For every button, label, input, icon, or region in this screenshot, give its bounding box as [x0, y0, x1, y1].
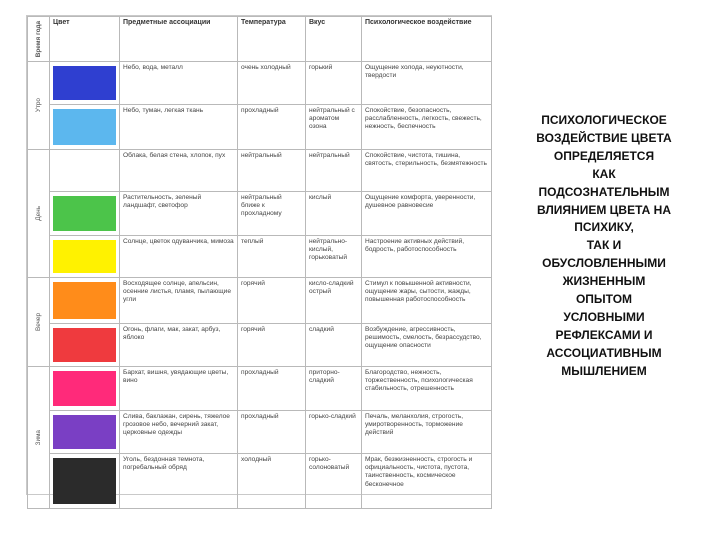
caption-line: ЖИЗНЕННЫМ [562, 274, 646, 289]
color-swatch-cell [50, 236, 120, 278]
caption-line: ОПРЕДЕЛЯЕТСЯ [553, 148, 655, 163]
color-swatch [53, 415, 116, 449]
color-swatch-cell [50, 192, 120, 236]
temperature-cell: прохладный [238, 367, 306, 411]
effect-cell: Благородство, нежность, торжественность, психологическая стабильность, отрешенность [362, 367, 492, 411]
associations-cell: Восходящее солнце, апельсин, осенние листья, пламя, пылающие угли [120, 278, 238, 324]
table-row [28, 192, 492, 236]
caption-line: ПСИХОЛОГИЧЕСКОЕ [541, 113, 667, 127]
table-row [28, 236, 492, 278]
color-swatch [53, 240, 116, 273]
header-taste: Вкус [306, 17, 362, 62]
effect-cell: Возбуждение, агрессивность, решимость, смелость, безрассудство, ощущение опасности [362, 324, 492, 367]
color-psychology-table-image [26, 15, 492, 495]
associations-cell: Небо, вода, металл [120, 62, 238, 105]
color-swatch-cell [50, 411, 120, 454]
season-cell: День [28, 150, 50, 278]
color-swatch-cell [50, 367, 120, 411]
temperature-cell: прохладный [238, 411, 306, 454]
effect-cell: Ощущение комфорта, уверенности, душевное равновесие [362, 192, 492, 236]
color-swatch [53, 154, 116, 187]
table-row [28, 324, 492, 367]
effect-cell: Спокойствие, чистота, тишина, святость, стерильность, безмятежность [362, 150, 492, 192]
temperature-cell: нейтральный [238, 150, 306, 192]
caption-line: ПОДСОЗНАТЕЛЬНЫМ [538, 184, 670, 199]
effect-cell: Спокойствие, безопасность, расслабленность, легкость, свежесть, нежность, беспечность [362, 105, 492, 150]
temperature-cell: теплый [238, 236, 306, 278]
taste-cell: горький [306, 62, 362, 105]
color-swatch-cell [50, 62, 120, 105]
color-swatch [53, 196, 116, 231]
caption-line: ВОЗДЕЙСТВИЕ ЦВЕТА [536, 130, 672, 145]
taste-cell: горько-солоноватый [306, 454, 362, 509]
associations-cell: Облака, белая стена, хлопок, пух [120, 150, 238, 192]
temperature-cell: прохладный [238, 105, 306, 150]
caption-line: МЫШЛЕНИЕМ [561, 363, 647, 378]
effect-cell: Мрак, безжизненность, строгость и официальность, чистота, пустота, таинственность, космическое бесконечное [362, 454, 492, 509]
header-temperature: Температура [238, 17, 306, 62]
caption-line: АССОЦИАТИВНЫМ [546, 345, 662, 360]
taste-cell: приторно-сладкий [306, 367, 362, 411]
header-associations: Предметные ассоциации [120, 17, 238, 62]
header-season: Время года [28, 17, 50, 62]
color-swatch [53, 282, 116, 319]
color-swatch-cell [50, 454, 120, 509]
color-swatch [53, 66, 116, 100]
caption-text [505, 112, 703, 381]
table-row [28, 454, 492, 509]
taste-cell: кислый [306, 192, 362, 236]
caption-line: ТАК И [586, 238, 622, 253]
color-swatch-cell [50, 150, 120, 192]
caption-line: ОПЫТОМ [575, 292, 633, 307]
color-swatch-cell [50, 105, 120, 150]
table-row [28, 278, 492, 324]
season-cell: Зима [28, 367, 50, 509]
color-swatch-cell [50, 324, 120, 367]
table-row [28, 367, 492, 411]
color-swatch-cell [50, 278, 120, 324]
table-row [28, 105, 492, 150]
temperature-cell: горячий [238, 278, 306, 324]
table-row [28, 150, 492, 192]
header-color: Цвет [50, 17, 120, 62]
color-psychology-table [27, 16, 492, 509]
temperature-cell: горячий [238, 324, 306, 367]
caption-line: РЕФЛЕКСАМИ И [555, 327, 653, 342]
temperature-cell: холодный [238, 454, 306, 509]
effect-cell: Печаль, меланхолия, строгость, умиротворенность, торможение действий [362, 411, 492, 454]
associations-cell: Слива, баклажан, сирень, тяжелое грозовое небо, вечерний закат, церковные одежды [120, 411, 238, 454]
associations-cell: Солнце, цветок одуванчика, мимоза [120, 236, 238, 278]
effect-cell: Стимул к повышенной активности, ощущение жары, сытости, жажды, повышенная работоспособность [362, 278, 492, 324]
color-swatch [53, 328, 116, 362]
table-header-row [28, 17, 492, 62]
temperature-cell: нейтральный ближе к прохладному [238, 192, 306, 236]
caption-line: ВЛИЯНИЕМ ЦВЕТА НА [536, 202, 671, 217]
taste-cell: кисло-сладкий острый [306, 278, 362, 324]
taste-cell: нейтральный [306, 150, 362, 192]
effect-cell: Ощущение холода, неуютности, твердости [362, 62, 492, 105]
effect-cell: Настроение активных действий, бодрость, работоспособность [362, 236, 492, 278]
season-cell: Утро [28, 62, 50, 150]
color-swatch [53, 109, 116, 145]
color-swatch [53, 371, 116, 406]
associations-cell: Бархат, вишня, увядающие цветы, вино [120, 367, 238, 411]
caption-line: КАК [592, 166, 616, 181]
associations-cell: Уголь, бездонная темнота, погребальный обряд [120, 454, 238, 509]
caption-line: ОБУСЛОВЛЕННЫМИ [542, 256, 666, 271]
associations-cell: Небо, туман, легкая ткань [120, 105, 238, 150]
taste-cell: нейтрально-кислый, горьковатый [306, 236, 362, 278]
taste-cell: горько-сладкий [306, 411, 362, 454]
caption-line: УСЛОВНЫМИ [563, 309, 645, 324]
color-swatch [53, 458, 116, 504]
table-row [28, 411, 492, 454]
temperature-cell: очень холодный [238, 62, 306, 105]
caption-line: ПСИХИКУ, [574, 220, 634, 235]
table-row [28, 62, 492, 105]
associations-cell: Огонь, флаги, мак, закат, арбуз, яблоко [120, 324, 238, 367]
associations-cell: Растительность, зеленый ландшафт, светофор [120, 192, 238, 236]
season-cell: Вечер [28, 278, 50, 367]
taste-cell: нейтральный с ароматом озона [306, 105, 362, 150]
taste-cell: сладкий [306, 324, 362, 367]
header-effect: Психологическое воздействие [362, 17, 492, 62]
